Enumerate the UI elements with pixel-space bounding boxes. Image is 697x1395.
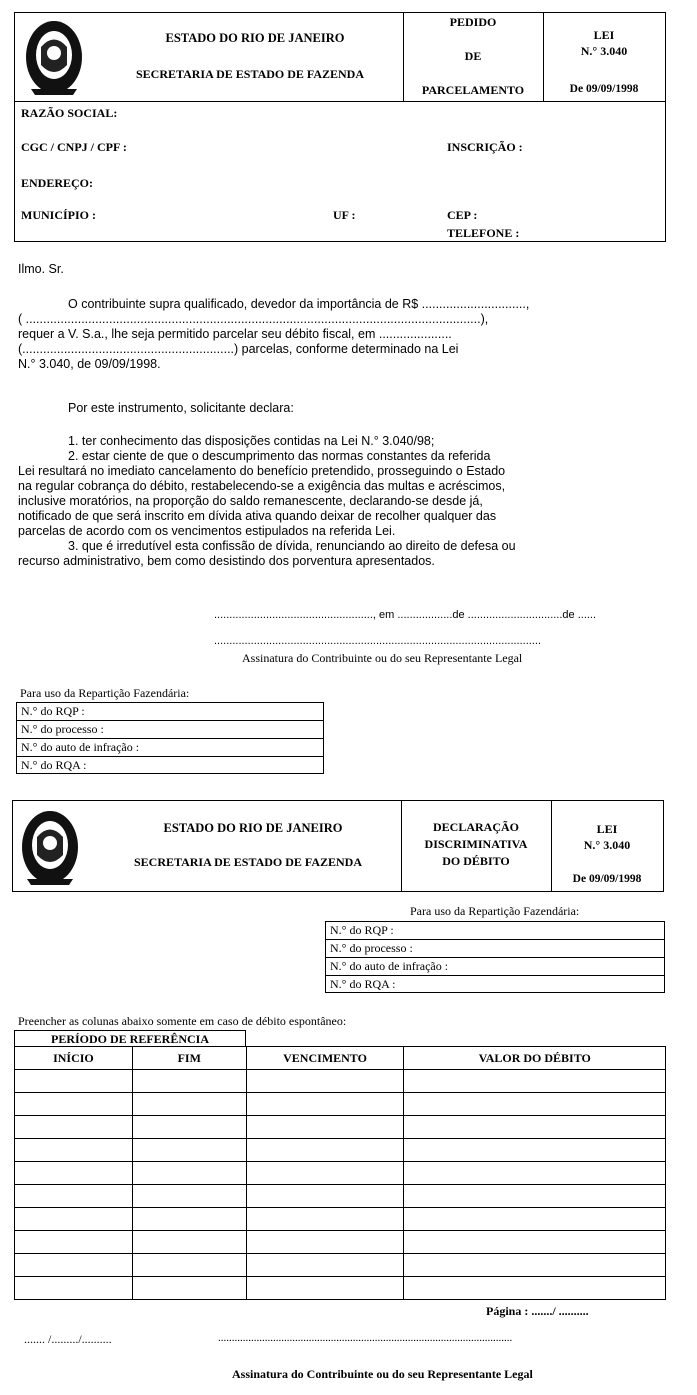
- cell[interactable]: [15, 1231, 133, 1254]
- cell[interactable]: [132, 1185, 246, 1208]
- signature-dots-1: ...........................................................................................................: [214, 635, 542, 647]
- col-inicio: INÍCIO: [15, 1047, 133, 1070]
- debt-instruction: Preencher as colunas abaixo somente em caso de débito espontâneo:: [18, 1014, 347, 1028]
- repartition-caption-2: Para uso da Repartição Fazendária:: [410, 904, 580, 918]
- cell[interactable]: [404, 1116, 666, 1139]
- cell[interactable]: [15, 1070, 133, 1093]
- processo-row: N.° do processo :: [17, 721, 323, 739]
- inscricao-label: INSCRIÇÃO :: [447, 140, 523, 154]
- table-row: [15, 1162, 666, 1185]
- cell[interactable]: [404, 1139, 666, 1162]
- cell[interactable]: [15, 1116, 133, 1139]
- cell[interactable]: [15, 1162, 133, 1185]
- cell[interactable]: [404, 1185, 666, 1208]
- header-box-1: [14, 12, 666, 102]
- cell[interactable]: [246, 1116, 404, 1139]
- coat-of-arms-icon: [23, 17, 85, 97]
- request-paragraph: O contribuinte supra qualificado, devedor da importância de R$ .............................., ( ...................................................................................................................................), requer a V. S.a., lhe seja permitido parcelar seu débito fiscal, em ..................... (.............................................................) parcelas, conforme determinado na Lei N.° 3.040, de 09/09/1998.: [18, 297, 530, 371]
- rqa-row: N.° do RQA :: [21, 758, 87, 772]
- cell[interactable]: [404, 1208, 666, 1231]
- form-title: PEDIDO DE PARCELAMENTO: [421, 15, 525, 97]
- cell[interactable]: [404, 1162, 666, 1185]
- col-fim: FIM: [132, 1047, 246, 1070]
- state-name: ESTADO DO RIO DE JANEIRO: [163, 821, 343, 835]
- signature-caption-1: Assinatura do Contribuinte ou do seu Representante Legal: [242, 651, 523, 665]
- table-row: [15, 1093, 666, 1116]
- state-name: ESTADO DO RIO DE JANEIRO: [165, 31, 345, 45]
- table-row: [15, 1208, 666, 1231]
- cell[interactable]: [15, 1139, 133, 1162]
- place-date-line: ...................................................., em ..................de ...............................de ......: [214, 609, 597, 621]
- table-row: [15, 1116, 666, 1139]
- cell[interactable]: [404, 1070, 666, 1093]
- footer-date-dots: ....... /........./..........: [24, 1332, 112, 1346]
- cell[interactable]: [246, 1231, 404, 1254]
- declaration-intro: Por este instrumento, solicitante declara:: [68, 401, 294, 415]
- rqa-row: N.° do RQA :: [330, 977, 396, 991]
- reference-period-header: PERÍODO DE REFERÊNCIA: [14, 1030, 246, 1047]
- cell[interactable]: [132, 1277, 246, 1300]
- page-number-label: Página : ......./ ..........: [486, 1304, 589, 1318]
- salutation: Ilmo. Sr.: [18, 262, 64, 276]
- cell[interactable]: [132, 1162, 246, 1185]
- rqp-row: N.° do RQP :: [326, 922, 664, 940]
- cell[interactable]: [246, 1162, 404, 1185]
- cell[interactable]: [15, 1185, 133, 1208]
- cell[interactable]: [132, 1254, 246, 1277]
- signature-dots-2: ...........................................................................................................: [218, 1332, 513, 1344]
- cell[interactable]: [15, 1254, 133, 1277]
- cgc-label: CGC / CNPJ / CPF :: [21, 140, 127, 154]
- cell[interactable]: [15, 1277, 133, 1300]
- cell[interactable]: [15, 1093, 133, 1116]
- auto-infracao-row: N.° do auto de infração :: [17, 739, 323, 757]
- cell[interactable]: [246, 1208, 404, 1231]
- telefone-label: TELEFONE :: [447, 226, 520, 240]
- processo-row: N.° do processo :: [326, 940, 664, 958]
- table-row: [15, 1139, 666, 1162]
- table-row: [15, 1231, 666, 1254]
- cell[interactable]: [246, 1070, 404, 1093]
- uf-label: UF :: [333, 208, 356, 222]
- municipio-label: MUNICÍPIO :: [21, 208, 96, 222]
- table-row: [15, 1254, 666, 1277]
- table-row: [15, 1070, 666, 1093]
- debt-table: [14, 1046, 666, 1300]
- cell[interactable]: [132, 1116, 246, 1139]
- table-row: [15, 1277, 666, 1300]
- repartition-table-1: [16, 702, 324, 774]
- law-reference: LEI N.° 3.040: [583, 822, 631, 852]
- cell[interactable]: [246, 1254, 404, 1277]
- razao-social-label: RAZÃO SOCIAL:: [21, 106, 118, 120]
- repartition-table-2: [325, 921, 665, 993]
- cell[interactable]: [246, 1139, 404, 1162]
- law-date: De 09/09/1998: [569, 83, 639, 95]
- cell[interactable]: [132, 1139, 246, 1162]
- declaration-items: 1. ter conhecimento das disposições contidas na Lei N.° 3.040/98; 2. estar ciente de que o descumprimento das normas constantes da referida Lei resultará no imediato cancelamento do benefício pretendido, prosseguindo o Estado na regular cobrança do débito, restabelecendo-se a exigência das multas e acréscimos, inclusive moratórios, na proporção do saldo remanescente, declarando-se desde já, notificado de que será inscrito em dívida ativa quando deixar de recolher qualquer das parcelas de acordo com os vencimentos estipulados na referida Lei. 3. que é irredutível esta confissão de dívida, renunciando ao direito de defesa ou recurso administrativo, bem como desistindo dos porventura apresentados.: [18, 434, 516, 568]
- cep-label: CEP :: [447, 208, 478, 222]
- cell[interactable]: [246, 1277, 404, 1300]
- cell[interactable]: [246, 1093, 404, 1116]
- endereco-label: ENDEREÇO:: [21, 176, 94, 190]
- cell[interactable]: [132, 1093, 246, 1116]
- debt-table-header: [15, 1047, 666, 1070]
- law-date: De 09/09/1998: [572, 873, 642, 885]
- col-valor-debito: VALOR DO DÉBITO: [404, 1047, 666, 1070]
- header-box-2: [12, 800, 664, 892]
- col-vencimento: VENCIMENTO: [246, 1047, 404, 1070]
- cell[interactable]: [15, 1208, 133, 1231]
- cell[interactable]: [132, 1208, 246, 1231]
- rqp-row: N.° do RQP :: [17, 703, 323, 721]
- secretariat-name: SECRETARIA DE ESTADO DE FAZENDA: [135, 67, 365, 81]
- cell[interactable]: [132, 1070, 246, 1093]
- cell[interactable]: [132, 1231, 246, 1254]
- coat-of-arms-icon: [19, 807, 81, 887]
- secretariat-name: SECRETARIA DE ESTADO DE FAZENDA: [133, 855, 363, 869]
- taxpayer-box: [14, 102, 666, 242]
- repartition-caption-1: Para uso da Repartição Fazendária:: [20, 686, 190, 700]
- cell[interactable]: [404, 1231, 666, 1254]
- cell[interactable]: [246, 1185, 404, 1208]
- cell[interactable]: [404, 1277, 666, 1300]
- auto-infracao-row: N.° do auto de infração :: [326, 958, 664, 976]
- form-title: DECLARAÇÃO DISCRIMINATIVA DO DÉBITO: [424, 820, 528, 868]
- law-reference: LEI N.° 3.040: [580, 28, 628, 58]
- signature-caption-2: Assinatura do Contribuinte ou do seu Representante Legal: [232, 1367, 533, 1381]
- table-row: [15, 1185, 666, 1208]
- cell[interactable]: [404, 1093, 666, 1116]
- cell[interactable]: [404, 1254, 666, 1277]
